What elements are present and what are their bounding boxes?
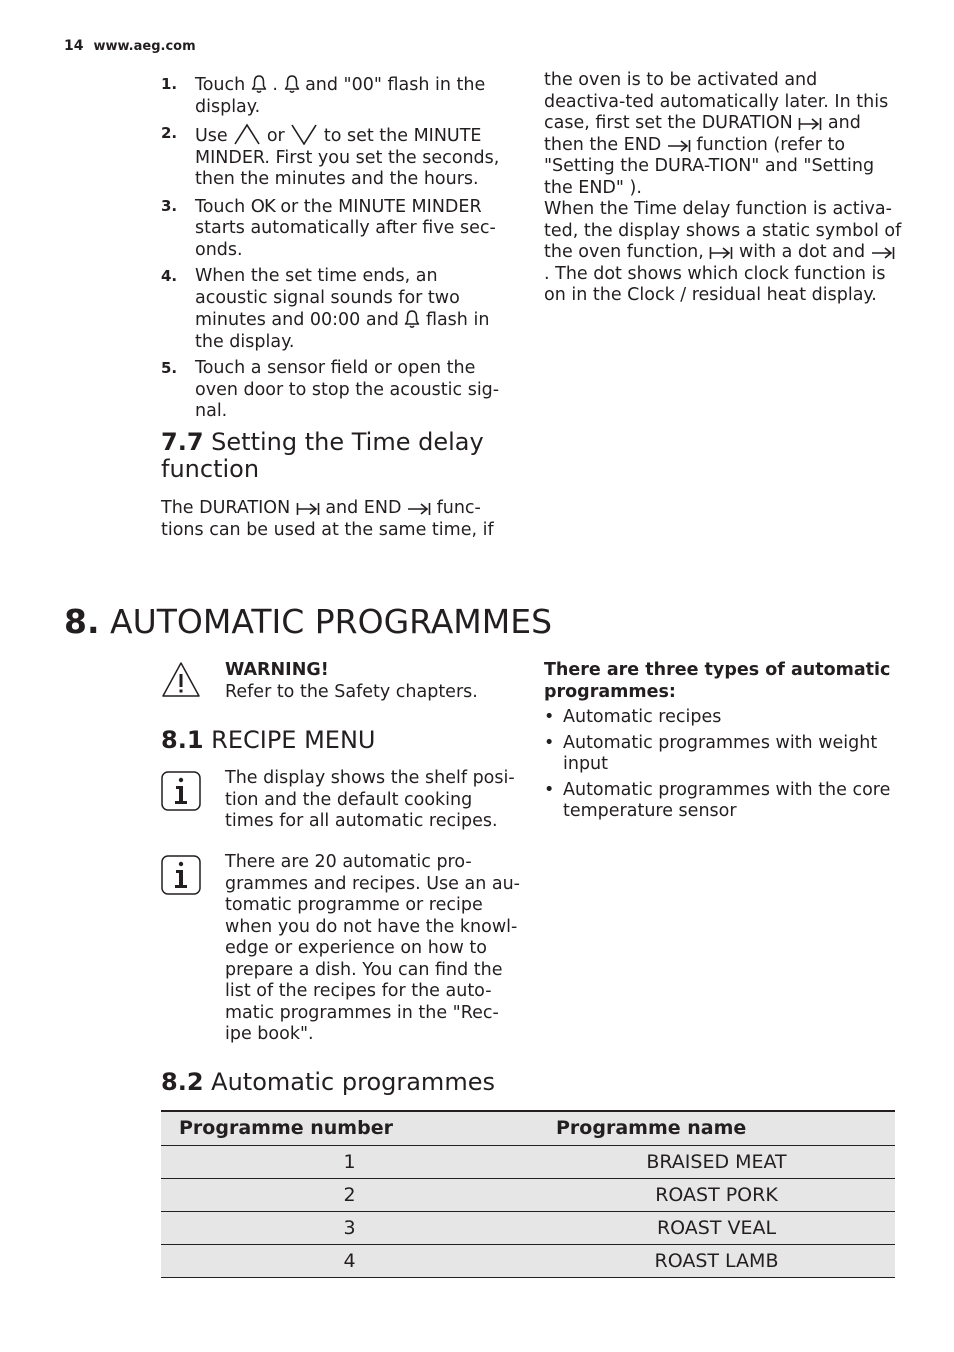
programmes-table [161, 1110, 895, 1278]
programme-number: 1 [161, 1145, 538, 1178]
programme-number: 4 [161, 1244, 538, 1277]
programme-number: 2 [161, 1178, 538, 1211]
warning-icon [161, 660, 201, 700]
step-number: 2. [161, 124, 178, 142]
list-item [161, 74, 511, 118]
step-text: Touch . and "00" flash in the display. [195, 75, 486, 117]
programme-types [544, 660, 904, 827]
page-header [64, 38, 196, 54]
ok-icon: OK [250, 195, 275, 217]
end-icon [871, 242, 895, 262]
programme-name: BRAISED MEAT [538, 1145, 895, 1178]
table-row [161, 1178, 895, 1211]
list-item: • Automatic programmes with the core temperature sensor [544, 779, 891, 821]
programme-name: ROAST VEAL [538, 1211, 895, 1244]
bell-icon [251, 75, 267, 95]
header-url: www.aeg.com [93, 39, 196, 54]
step-text: Use or to set the MINUTE MINDER. First you set the seconds, then the minutes and the hours. [195, 126, 500, 189]
info-note-1 [161, 768, 521, 833]
section-7-7-paragraph: The DURATION and END func-tions can be used at the same time, if [161, 498, 494, 540]
list-item [161, 358, 511, 423]
warning-box [161, 660, 521, 703]
step-number: 3. [161, 196, 178, 215]
end-icon [407, 498, 431, 518]
time-delay-continued-text: the oven is to be activated and deactiva-ted automatically later. In this case, first set the DURATION and then the END function (refer to "Setting the DURA-TION" and "Setting the END" ). When the Time delay function is activa-ted, the display shows a static symbol of the oven function, with a dot and . The dot shows which clock function is on in the Clock / residual heat display. [544, 70, 902, 305]
table-row [161, 1244, 895, 1277]
bell-icon [284, 75, 300, 95]
programme-types-list [544, 707, 904, 823]
info-note-2 [161, 852, 521, 1046]
programme-number: 3 [161, 1211, 538, 1244]
bell-icon [404, 310, 420, 330]
step-number: 4. [161, 267, 178, 285]
info-note-1-text: The display shows the shelf posi-tion and the default cooking times for all automatic recipes. [225, 768, 515, 831]
column-header-name: Programme name [538, 1111, 895, 1145]
minute-minder-steps [161, 74, 511, 428]
step-text: Touch OK or the MINUTE MINDER starts automatically after five sec-onds. [195, 195, 496, 260]
info-note-2-text: There are 20 automatic pro-grammes and recipes. Use an au-tomatic programme or recipe when you do not have the knowl-edge or experience on how to prepare a dish. You can find the list of the recipes for the auto-matic programmes in the "Rec-ipe book". [225, 852, 520, 1044]
programme-name: ROAST PORK [538, 1178, 895, 1211]
step-text: When the set time ends, an acoustic signal sounds for two minutes and 00:00 and flash in the display. [195, 266, 490, 352]
column-header-number: Programme number [161, 1111, 538, 1145]
info-icon [161, 771, 201, 811]
list-item [161, 196, 511, 262]
table-row [161, 1211, 895, 1244]
duration-icon [296, 498, 320, 518]
list-item: • Automatic recipes [544, 707, 722, 727]
section-8-2-heading: 8.2 Automatic programmes [161, 1068, 495, 1096]
duration-icon [798, 113, 822, 133]
warning-text: Refer to the Safety chapters. [225, 681, 478, 702]
end-icon [667, 135, 691, 155]
step-number: 5. [161, 359, 178, 377]
info-icon [161, 855, 201, 895]
list-item: • Automatic programmes with weight input [544, 732, 878, 774]
list-item [161, 123, 511, 191]
warning-title: WARNING! [225, 660, 329, 680]
programme-name: ROAST LAMB [538, 1244, 895, 1277]
step-number: 1. [161, 75, 178, 93]
table-header-row [161, 1111, 895, 1145]
page-number: 14 [64, 38, 84, 54]
section-7-7-heading: 7.7 Setting the Time delay function [161, 428, 484, 483]
chapter-8-heading: 8. AUTOMATIC PROGRAMMES [64, 602, 553, 641]
list-item [161, 266, 511, 353]
programme-types-heading: There are three types of automatic programmes: [544, 660, 891, 702]
step-text: Touch a sensor field or open the oven door to stop the acoustic sig-nal. [195, 358, 500, 421]
section-8-1-heading: 8.1 RECIPE MENU [161, 726, 376, 754]
table-row [161, 1145, 895, 1178]
down-icon [290, 126, 318, 146]
up-icon [233, 126, 261, 146]
duration-icon [709, 242, 733, 262]
